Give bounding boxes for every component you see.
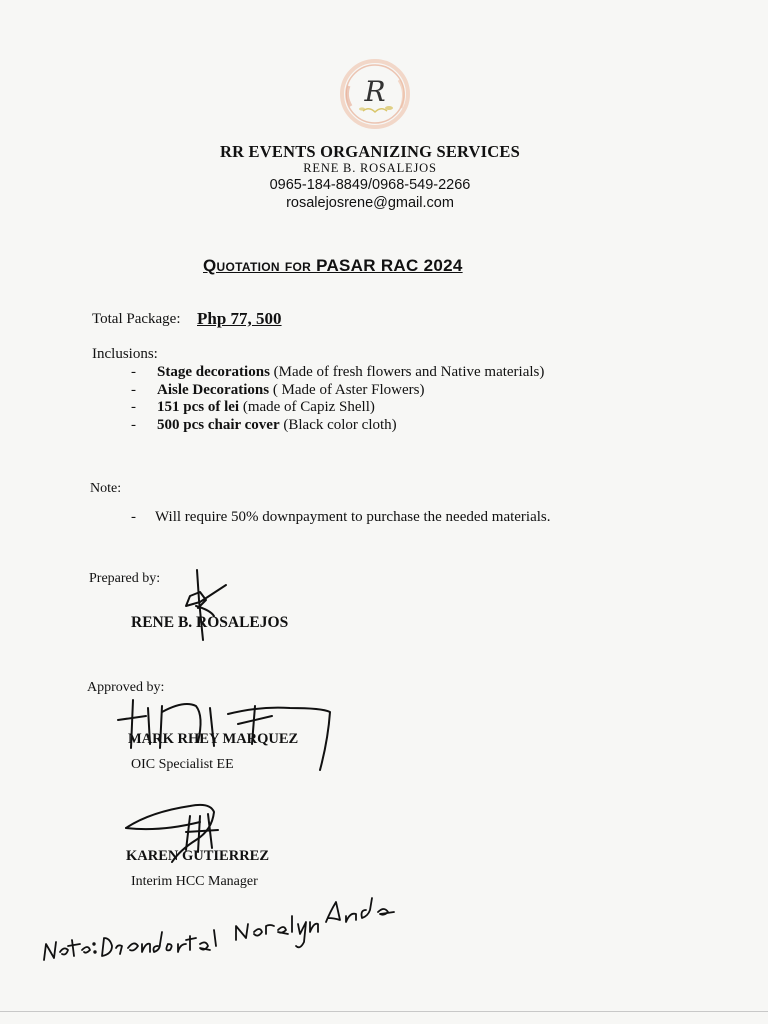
contact-phone: 0965-184-8849/0968-549-2266 xyxy=(269,177,471,193)
owner-name: RENE B. ROSALEJOS xyxy=(303,161,437,175)
approved-by-label: Approved by: xyxy=(87,680,165,695)
handwritten-note xyxy=(44,898,394,960)
bullet: - xyxy=(131,381,136,398)
organization-name: RR EVENTS ORGANIZING SERVICES xyxy=(220,142,520,161)
contact-email: rosalejosrene@gmail.com xyxy=(286,195,454,211)
note-label: Note: xyxy=(90,481,122,496)
bullet: - xyxy=(131,364,136,380)
prepared-by-label: Prepared by: xyxy=(89,571,161,586)
logo-letter: R xyxy=(364,75,386,108)
bullet: - xyxy=(131,416,136,433)
bullet: - xyxy=(131,399,136,415)
quotation-title: Quotation for PASAR RAC 2024 xyxy=(203,256,463,275)
inclusion-item-title: 151 pcs of lei xyxy=(157,399,240,415)
inclusion-item-detail: ( Made of Aster Flowers) xyxy=(269,381,425,398)
total-package-label: Total Package: xyxy=(92,311,181,327)
page-edge-line xyxy=(0,1011,768,1012)
approver-signature xyxy=(118,700,330,770)
total-package-value: Php 77, 500 xyxy=(197,309,282,328)
approver-position: OIC Specialist EE xyxy=(131,757,234,772)
manager-name: KAREN GUTIERREZ xyxy=(126,848,270,864)
inclusion-item-title: 500 pcs chair cover xyxy=(157,416,280,433)
inclusion-item-detail: (made of Capiz Shell) xyxy=(239,399,375,415)
preparer-signature xyxy=(186,570,226,640)
prepared-by-name: RENE B. ROSALEJOS xyxy=(131,614,289,631)
manager-signature xyxy=(126,805,218,862)
inclusion-item-title: Aisle Decorations xyxy=(157,381,270,398)
bullet: - xyxy=(131,509,136,525)
inclusion-item-title: Stage decorations xyxy=(157,364,270,380)
inclusion-item-detail: (Made of fresh flowers and Native materials) xyxy=(269,364,545,380)
inclusions-label: Inclusions: xyxy=(92,346,158,362)
note-text: Will require 50% downpayment to purchase the needed materials. xyxy=(155,509,551,525)
manager-position: Interim HCC Manager xyxy=(131,874,258,889)
inclusion-item-detail: (Black color cloth) xyxy=(279,416,397,433)
approver-name: MARK RHEY MARQUEZ xyxy=(128,731,299,747)
